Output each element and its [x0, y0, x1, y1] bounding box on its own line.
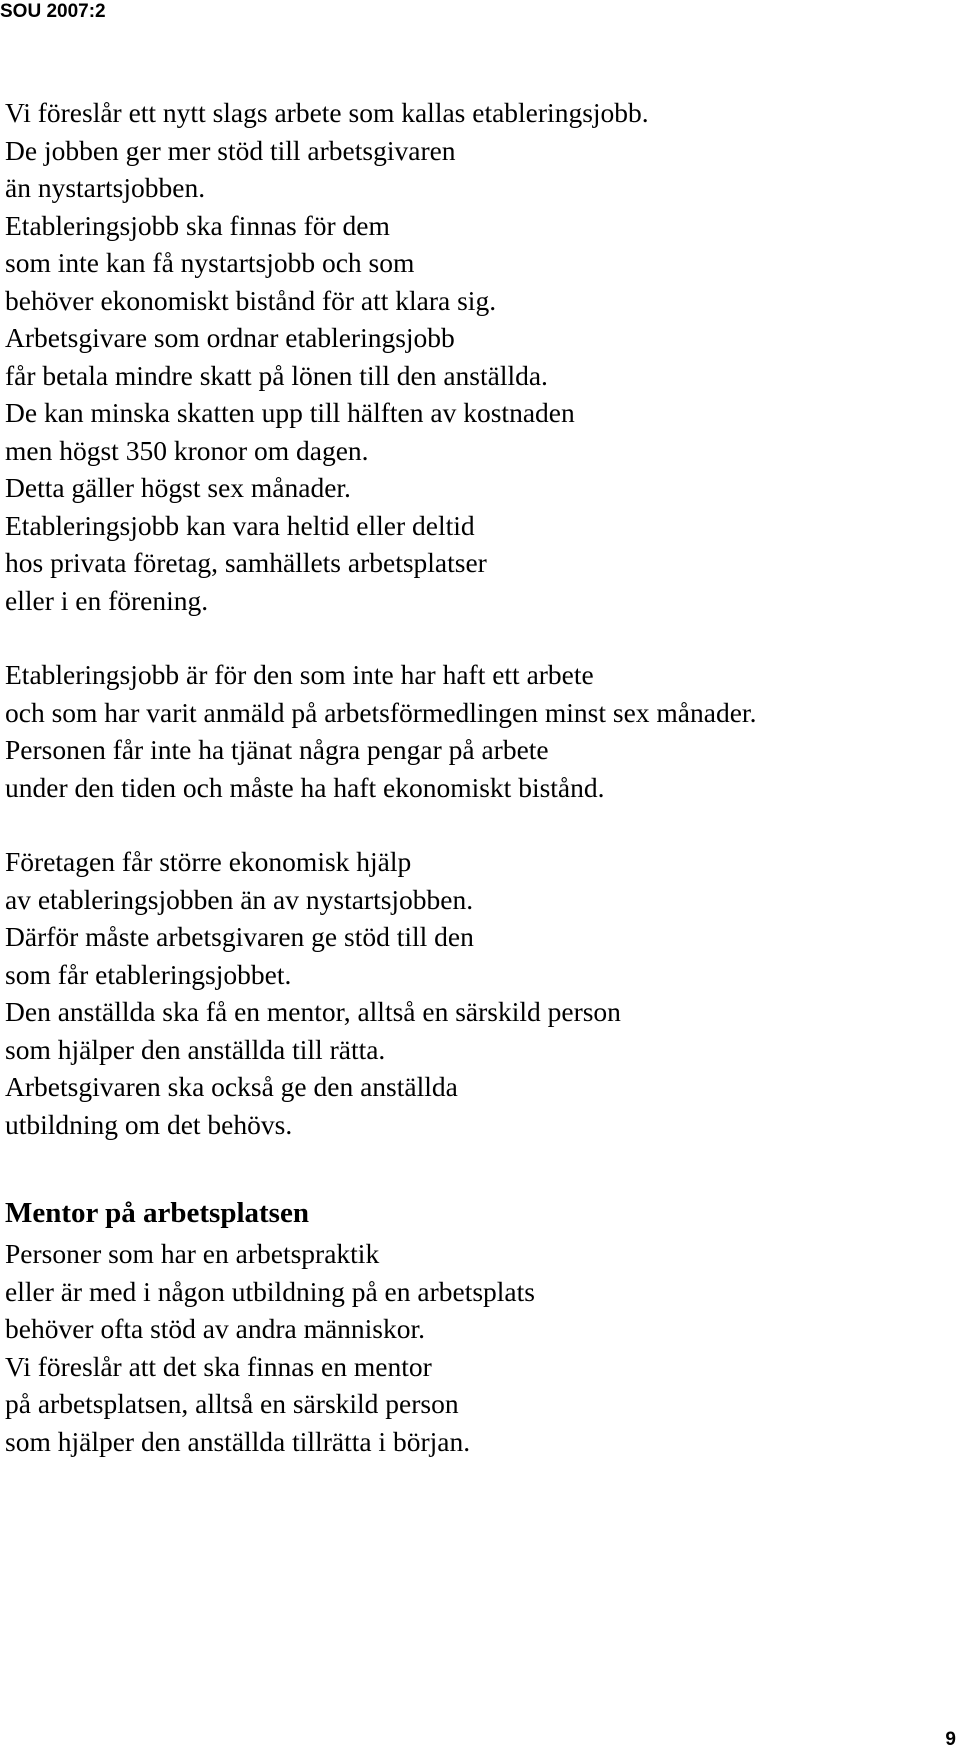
- text-line: Etableringsjobb är för den som inte har haft ett arbete: [5, 659, 594, 690]
- text-line: Detta gäller högst sex månader.: [5, 472, 351, 503]
- text-line: Företagen får större ekonomisk hjälp: [5, 846, 412, 877]
- paragraph-eligibility: [5, 656, 945, 806]
- text-line: får betala mindre skatt på lönen till den anställda.: [5, 359, 548, 391]
- section-mentor: [5, 1191, 945, 1460]
- text-line: som hjälper den anställda tillrätta i början.: [5, 1425, 471, 1457]
- paragraph-employer-support: [5, 843, 945, 1143]
- text-line: Därför måste arbetsgivaren ge stöd till den: [5, 921, 474, 952]
- text-line: eller är med i någon utbildning på en arbetsplats: [5, 1275, 535, 1307]
- text-line: Den anställda ska få en mentor, alltså en särskild person: [5, 996, 621, 1027]
- text-line: som inte kan få nystartsjobb och som: [5, 247, 415, 278]
- text-line: som hjälper den anställda till rätta.: [5, 1033, 386, 1065]
- text-line: De kan minska skatten upp till hälften av kostnaden: [5, 397, 575, 428]
- text-line: utbildning om det behövs.: [5, 1108, 293, 1140]
- document-id: SOU 2007:2: [0, 1, 106, 22]
- text-line: under den tiden och måste ha haft ekonomiskt bistånd.: [5, 771, 605, 803]
- text-line: av etableringsjobben än av nystartsjobben.: [5, 883, 474, 915]
- text-line: behöver ofta stöd av andra människor.: [5, 1313, 426, 1344]
- text-line: Etableringsjobb kan vara heltid eller deltid: [5, 509, 475, 541]
- text-line: än nystartsjobben.: [5, 172, 206, 203]
- text-line: på arbetsplatsen, alltså en särskild person: [5, 1388, 459, 1419]
- text-line: Personen får inte ha tjänat några pengar på arbete: [5, 734, 549, 765]
- page-number: 9: [945, 1729, 956, 1750]
- section-heading: Mentor på arbetsplatsen: [5, 1197, 309, 1229]
- page-body: [5, 94, 945, 1460]
- text-line: behöver ekonomiskt bistånd för att klara sig.: [5, 284, 497, 316]
- text-line: Personer som har en arbetspraktik: [5, 1238, 380, 1269]
- text-line: Arbetsgivare som ordnar etableringsjobb: [5, 322, 455, 353]
- text-line: Arbetsgivaren ska också ge den anställda: [5, 1071, 458, 1102]
- text-line: Vi föreslår ett nytt slags arbete som kallas etableringsjobb.: [5, 97, 649, 128]
- text-line: som får etableringsjobbet.: [5, 958, 292, 990]
- text-line: Vi föreslår att det ska finnas en mentor: [5, 1350, 432, 1382]
- text-line: hos privata företag, samhällets arbetsplatser: [5, 547, 487, 578]
- text-line: eller i en förening.: [5, 584, 209, 616]
- paragraph-intro: [5, 94, 945, 619]
- text-line: De jobben ger mer stöd till arbetsgivaren: [5, 134, 456, 166]
- text-line: men högst 350 kronor om dagen.: [5, 434, 369, 466]
- text-line: Etableringsjobb ska finnas för dem: [5, 209, 390, 241]
- text-line: och som har varit anmäld på arbetsförmedlingen minst sex månader.: [5, 696, 757, 728]
